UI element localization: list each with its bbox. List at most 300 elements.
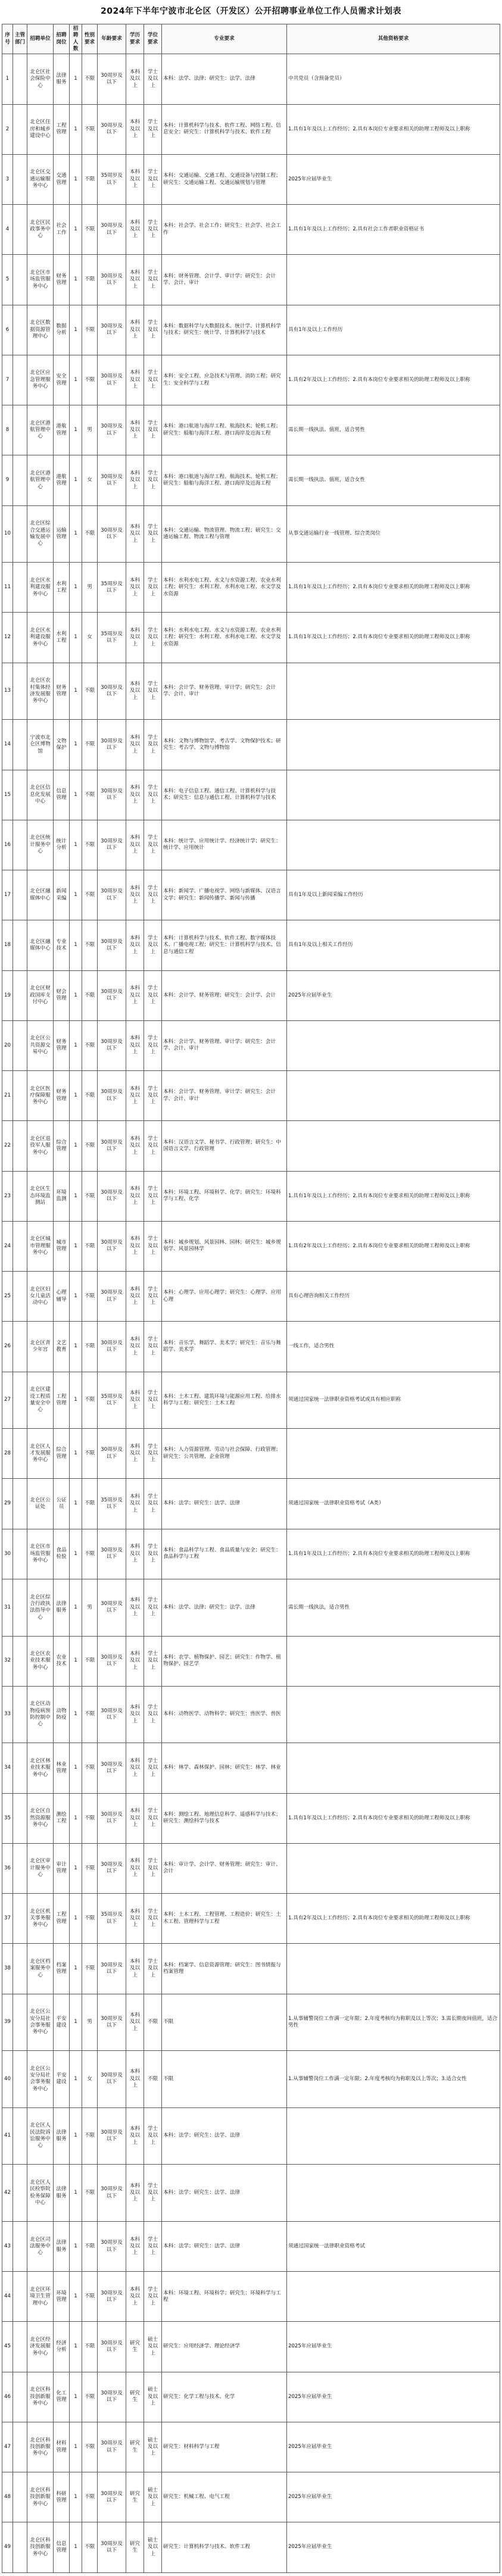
cell-age: 30周岁及以下 — [98, 2422, 126, 2472]
cell-post: 安全管理 — [54, 355, 70, 405]
table-header — [2, 24, 500, 54]
cell-sex: 不限 — [82, 2372, 98, 2422]
table-row — [2, 2051, 500, 2108]
cell-unit: 北仑区生态环境监测站 — [27, 1171, 54, 1221]
cell-age: 30周岁及以下 — [98, 1071, 126, 1121]
column-header: 主管部门 — [13, 24, 27, 54]
cell-sex: 不限 — [82, 2221, 98, 2271]
cell-age: 35周岁及以下 — [98, 154, 126, 204]
cell-edu: 本科及以上 — [126, 405, 144, 455]
cell-post: 信息管理 — [54, 2522, 70, 2572]
cell-post: 财务管理 — [54, 1020, 70, 1070]
cell-major: 研究生：应用经济学、理论经济学 — [162, 2322, 287, 2372]
cell-edu: 本科及以上 — [126, 255, 144, 305]
cell-no: 41 — [2, 2107, 13, 2165]
cell-num: 1 — [70, 970, 82, 1020]
cell-sex: 不限 — [82, 1843, 98, 1893]
cell-other: 1.具有1年及以上工作经历；2.具有本岗位专业要求相关的助理工程师及以上职称 — [287, 1793, 500, 1843]
cell-unit: 北仑区融媒体中心 — [27, 920, 54, 970]
cell-major: 本科：水利水电工程、水文与水资源工程、农业水利工程；研究生：水利工程、水利水电工程、水文学及水资源 — [162, 563, 287, 613]
cell-num: 1 — [70, 2372, 82, 2422]
cell-num: 1 — [70, 1372, 82, 1429]
cell-num: 1 — [70, 1429, 82, 1479]
cell-edu: 本科及以上 — [126, 2272, 144, 2322]
cell-edu: 本科及以上 — [126, 2165, 144, 2222]
cell-major: 本科：会计学、财务管理、审计学；研究生：会计学、会计、审计 — [162, 663, 287, 720]
cell-age: 30周岁及以下 — [98, 1020, 126, 1070]
cell-deg: 学士及以上 — [144, 720, 162, 770]
cell-deg: 学士及以上 — [144, 970, 162, 1020]
table-row — [2, 1529, 500, 1579]
cell-major: 本科：音乐学、舞蹈学、美术学；研究生：音乐与舞蹈学、美术学 — [162, 1322, 287, 1372]
cell-other — [287, 1636, 500, 1686]
table-row — [2, 1479, 500, 1529]
cell-other — [287, 820, 500, 870]
cell-num: 1 — [70, 920, 82, 970]
cell-edu: 本科及以上 — [126, 305, 144, 355]
cell-no: 46 — [2, 2372, 13, 2422]
cell-dept — [13, 255, 27, 305]
cell-num: 1 — [70, 2272, 82, 2322]
cell-other: 2025年应届毕业生 — [287, 2372, 500, 2422]
cell-sex: 不限 — [82, 2272, 98, 2322]
cell-other — [287, 2107, 500, 2165]
column-header: 学历要求 — [126, 24, 144, 54]
cell-other: 1.具有1年及以上工作经历；2.具有本岗位专业要求相关的助理工程师及以上职称 — [287, 563, 500, 613]
cell-post: 水利工程 — [54, 613, 70, 663]
cell-no: 26 — [2, 1322, 13, 1372]
cell-no: 3 — [2, 154, 13, 204]
cell-no: 14 — [2, 720, 13, 770]
cell-unit: 北仑区科技创新服务中心 — [27, 2372, 54, 2422]
cell-deg: 学士及以上 — [144, 2272, 162, 2322]
table-row — [2, 505, 500, 563]
cell-post: 平安建设 — [54, 1994, 70, 2051]
cell-age: 30周岁及以下 — [98, 1529, 126, 1579]
cell-other: 具有1年及以上工作经历 — [287, 305, 500, 355]
cell-sex: 不限 — [82, 1529, 98, 1579]
cell-edu: 本科及以上 — [126, 613, 144, 663]
cell-edu: 本科及以上 — [126, 1479, 144, 1529]
cell-edu: 本科及以上 — [126, 1071, 144, 1121]
cell-unit: 北仑区民政事务中心 — [27, 205, 54, 255]
cell-num: 1 — [70, 1579, 82, 1636]
cell-deg: 硕士及以上 — [144, 2522, 162, 2572]
cell-dept — [13, 870, 27, 920]
cell-major: 本科：汉语言文学、秘书学、行政管理；研究生：中国语言文学、行政管理 — [162, 1121, 287, 1171]
cell-post: 法律服务 — [54, 2221, 70, 2271]
cell-sex: 不限 — [82, 205, 98, 255]
cell-dept — [13, 2472, 27, 2522]
column-header: 招聘人数 — [70, 24, 82, 54]
cell-no: 33 — [2, 1686, 13, 1743]
cell-unit: 北仑区融媒体中心 — [27, 870, 54, 920]
cell-deg: 学士及以上 — [144, 2221, 162, 2271]
cell-post: 交通管理 — [54, 154, 70, 204]
cell-other: 1.具有2年及以上工作经历；2.具有本岗位专业要求相关的助理工程师及以上职称 — [287, 1221, 500, 1271]
cell-age: 35周岁及以下 — [98, 1479, 126, 1529]
cell-dept — [13, 1894, 27, 1944]
cell-other: 具有心理咨询相关工作经历 — [287, 1272, 500, 1322]
cell-other — [287, 1944, 500, 1994]
cell-dept — [13, 1221, 27, 1271]
cell-major: 本科：食品科学与工程、食品质量与安全；研究生：食品科学与工程 — [162, 1529, 287, 1579]
cell-dept — [13, 2372, 27, 2422]
cell-post: 财务管理 — [54, 1071, 70, 1121]
cell-age: 30周岁及以下 — [98, 2522, 126, 2572]
cell-unit: 北仑区青少年宫 — [27, 1322, 54, 1372]
cell-num: 1 — [70, 563, 82, 613]
cell-age: 35周岁及以下 — [98, 1372, 126, 1429]
cell-age: 30周岁及以下 — [98, 355, 126, 405]
cell-deg: 学士及以上 — [144, 154, 162, 204]
cell-no: 49 — [2, 2522, 13, 2572]
cell-num: 1 — [70, 1529, 82, 1579]
cell-age: 30周岁及以下 — [98, 820, 126, 870]
cell-unit: 北仑区市场监管服务中心 — [27, 1529, 54, 1579]
cell-num: 1 — [70, 2522, 82, 2572]
cell-other — [287, 1686, 500, 1743]
cell-major: 本科：农学、植物保护、园艺；研究生：作物学、植物保护、园艺学 — [162, 1636, 287, 1686]
cell-num: 1 — [70, 1944, 82, 1994]
cell-unit: 北仑区科技创新服务中心 — [27, 2422, 54, 2472]
cell-age: 30周岁及以下 — [98, 1743, 126, 1793]
column-header: 序号 — [2, 24, 13, 54]
cell-no: 11 — [2, 563, 13, 613]
cell-other — [287, 1071, 500, 1121]
table-row — [2, 1322, 500, 1372]
cell-num: 1 — [70, 1121, 82, 1171]
cell-post: 环境监测 — [54, 1171, 70, 1221]
cell-post: 运输管理 — [54, 505, 70, 563]
cell-no: 22 — [2, 1121, 13, 1171]
table-row — [2, 1579, 500, 1636]
cell-deg: 学士及以上 — [144, 1322, 162, 1372]
cell-post: 港航管理 — [54, 405, 70, 455]
cell-sex: 女 — [82, 613, 98, 663]
table-row — [2, 2322, 500, 2372]
cell-other: 2025年应届毕业生 — [287, 2422, 500, 2472]
cell-unit: 北仑区建设工程质量安全中心 — [27, 1372, 54, 1429]
cell-num: 1 — [70, 1843, 82, 1893]
cell-edu: 本科及以上 — [126, 1743, 144, 1793]
cell-deg: 学士及以上 — [144, 405, 162, 455]
cell-edu: 本科及以上 — [126, 1944, 144, 1994]
cell-unit: 北仑区档案服务中心 — [27, 1944, 54, 1994]
cell-unit: 北仑区公安分局社会事务服务中心 — [27, 2051, 54, 2108]
cell-age: 30周岁及以下 — [98, 2221, 126, 2271]
cell-post: 测绘工程 — [54, 1793, 70, 1843]
cell-other: 2025年应届毕业生 — [287, 2322, 500, 2372]
cell-age: 35周岁及以下 — [98, 563, 126, 613]
cell-edu: 研究生 — [126, 2522, 144, 2572]
table-row — [2, 2165, 500, 2222]
cell-deg: 学士及以上 — [144, 1894, 162, 1944]
cell-edu: 本科及以上 — [126, 2107, 144, 2165]
cell-other: 具有1年及以上新闻采编工作经历 — [287, 870, 500, 920]
cell-deg: 学士及以上 — [144, 1372, 162, 1429]
cell-dept — [13, 1171, 27, 1221]
cell-post: 经济分析 — [54, 2322, 70, 2372]
cell-deg: 学士及以上 — [144, 1121, 162, 1171]
cell-age: 30周岁及以下 — [98, 1636, 126, 1686]
cell-dept — [13, 104, 27, 154]
table-row — [2, 770, 500, 820]
cell-dept — [13, 1322, 27, 1372]
cell-num: 1 — [70, 2107, 82, 2165]
cell-age: 30周岁及以下 — [98, 770, 126, 820]
cell-edu: 研究生 — [126, 2322, 144, 2372]
cell-edu: 本科及以上 — [126, 355, 144, 405]
cell-dept — [13, 1479, 27, 1529]
cell-deg: 学士及以上 — [144, 770, 162, 820]
cell-sex: 女 — [82, 455, 98, 505]
cell-major: 本科：法学；研究生：法学、法律 — [162, 2107, 287, 2165]
cell-other: 需长期一线执法，适合男性 — [287, 1579, 500, 1636]
cell-no: 7 — [2, 355, 13, 405]
cell-no: 8 — [2, 405, 13, 455]
cell-deg: 不限 — [144, 2051, 162, 2108]
cell-deg: 硕士及以上 — [144, 2422, 162, 2472]
cell-unit: 北仑区科技创新服务中心 — [27, 2522, 54, 2572]
cell-num: 1 — [70, 1894, 82, 1944]
cell-deg: 学士及以上 — [144, 1479, 162, 1529]
cell-edu: 本科及以上 — [126, 1429, 144, 1479]
cell-post: 文物保护 — [54, 720, 70, 770]
cell-dept — [13, 770, 27, 820]
cell-edu: 本科及以上 — [126, 54, 144, 104]
table-row — [2, 255, 500, 305]
cell-sex: 不限 — [82, 1171, 98, 1221]
cell-num: 1 — [70, 2422, 82, 2472]
cell-dept — [13, 1372, 27, 1429]
cell-dept — [13, 563, 27, 613]
cell-age: 30周岁及以下 — [98, 1221, 126, 1271]
cell-unit: 北仑区财政国库支付中心 — [27, 970, 54, 1020]
cell-other: 1.具有2年及以上工作经历；2.具有本岗位专业要求相关的助理工程师及以上职称 — [287, 1894, 500, 1944]
cell-other — [287, 2165, 500, 2222]
table-row — [2, 305, 500, 355]
recruitment-table — [2, 24, 500, 2573]
cell-sex: 不限 — [82, 1944, 98, 1994]
cell-num: 1 — [70, 2051, 82, 2108]
cell-num: 1 — [70, 1743, 82, 1793]
cell-deg: 学士及以上 — [144, 870, 162, 920]
cell-age: 30周岁及以下 — [98, 1994, 126, 2051]
table-row — [2, 1793, 500, 1843]
table-row — [2, 1429, 500, 1479]
cell-dept — [13, 2165, 27, 2222]
cell-post: 法律服务 — [54, 2165, 70, 2222]
cell-dept — [13, 355, 27, 405]
cell-post: 林业管理 — [54, 1743, 70, 1793]
cell-other: 2025年应届毕业生 — [287, 2522, 500, 2572]
cell-num: 1 — [70, 455, 82, 505]
cell-edu: 本科及以上 — [126, 104, 144, 154]
cell-deg: 学士及以上 — [144, 563, 162, 613]
cell-dept — [13, 1686, 27, 1743]
table-row — [2, 920, 500, 970]
cell-unit: 北仑区港航管理中心 — [27, 455, 54, 505]
cell-dept — [13, 1071, 27, 1121]
cell-other — [287, 1843, 500, 1893]
cell-edu: 本科及以上 — [126, 563, 144, 613]
cell-num: 1 — [70, 154, 82, 204]
cell-num: 1 — [70, 1686, 82, 1743]
cell-sex: 不限 — [82, 1020, 98, 1070]
cell-no: 4 — [2, 205, 13, 255]
table-row — [2, 405, 500, 455]
cell-num: 1 — [70, 2472, 82, 2522]
cell-edu: 本科及以上 — [126, 1894, 144, 1944]
cell-edu: 本科及以上 — [126, 1171, 144, 1221]
cell-dept — [13, 1529, 27, 1579]
cell-unit: 北仑区市场监管服务中心 — [27, 255, 54, 305]
cell-unit: 宁波市北仑区博物馆 — [27, 720, 54, 770]
cell-no: 20 — [2, 1020, 13, 1070]
cell-age: 30周岁及以下 — [98, 104, 126, 154]
cell-dept — [13, 2272, 27, 2322]
cell-no: 13 — [2, 663, 13, 720]
cell-deg: 学士及以上 — [144, 2107, 162, 2165]
cell-no: 27 — [2, 1372, 13, 1429]
cell-sex: 不限 — [82, 920, 98, 970]
cell-age: 30周岁及以下 — [98, 1429, 126, 1479]
cell-deg: 学士及以上 — [144, 1020, 162, 1070]
cell-post: 专业技术 — [54, 920, 70, 970]
cell-num: 1 — [70, 205, 82, 255]
cell-post: 食品检验 — [54, 1529, 70, 1579]
cell-edu: 本科及以上 — [126, 1686, 144, 1743]
cell-sex: 不限 — [82, 355, 98, 405]
table-row — [2, 1686, 500, 1743]
cell-deg: 学士及以上 — [144, 1636, 162, 1686]
cell-major: 本科：审计学、会计学、财务管理；研究生：审计、会计 — [162, 1843, 287, 1893]
cell-unit: 北仑区综合行政执法指导中心 — [27, 1579, 54, 1636]
cell-age: 30周岁及以下 — [98, 1686, 126, 1743]
cell-major: 研究生：机械工程、电气工程 — [162, 2472, 287, 2522]
cell-unit: 北仑区科技创新服务中心 — [27, 2472, 54, 2522]
cell-unit: 北仑区林业技术服务中心 — [27, 1743, 54, 1793]
cell-sex: 不限 — [82, 2165, 98, 2222]
cell-edu: 本科及以上 — [126, 455, 144, 505]
cell-sex: 不限 — [82, 1372, 98, 1429]
cell-no: 21 — [2, 1071, 13, 1121]
cell-other: 中共党员（含预备党员） — [287, 54, 500, 104]
cell-dept — [13, 154, 27, 204]
cell-major: 本科：动物医学、动物科学；研究生：兽医学、兽医 — [162, 1686, 287, 1743]
cell-num: 1 — [70, 1071, 82, 1121]
cell-post: 水利工程 — [54, 563, 70, 613]
cell-age: 30周岁及以下 — [98, 1579, 126, 1636]
cell-edu: 本科及以上 — [126, 1221, 144, 1271]
cell-age: 30周岁及以下 — [98, 1121, 126, 1171]
cell-num: 1 — [70, 663, 82, 720]
cell-no: 19 — [2, 970, 13, 1020]
cell-no: 16 — [2, 820, 13, 870]
cell-deg: 学士及以上 — [144, 1686, 162, 1743]
table-body — [2, 54, 500, 2572]
cell-sex: 不限 — [82, 104, 98, 154]
cell-deg: 学士及以上 — [144, 1221, 162, 1271]
cell-other: 2025年应届毕业生 — [287, 154, 500, 204]
cell-major: 不限 — [162, 1994, 287, 2051]
cell-deg: 学士及以上 — [144, 104, 162, 154]
cell-edu: 本科及以上 — [126, 720, 144, 770]
cell-dept — [13, 970, 27, 1020]
cell-major: 本科：土木工程、工程管理、工程造价；研究生：土木工程、管理科学与工程 — [162, 1894, 287, 1944]
cell-no: 48 — [2, 2472, 13, 2522]
cell-deg: 学士及以上 — [144, 455, 162, 505]
cell-other: 从事交通运输行业一线管理、综合类岗位 — [287, 505, 500, 563]
cell-sex: 不限 — [82, 770, 98, 820]
cell-deg: 不限 — [144, 1994, 162, 2051]
cell-post: 档案管理 — [54, 1944, 70, 1994]
cell-no: 34 — [2, 1743, 13, 1793]
cell-post: 法律服务 — [54, 2107, 70, 2165]
cell-other — [287, 770, 500, 820]
cell-age: 30周岁及以下 — [98, 1843, 126, 1893]
cell-other — [287, 663, 500, 720]
cell-age: 30周岁及以下 — [98, 2472, 126, 2522]
cell-no: 42 — [2, 2165, 13, 2222]
cell-unit: 北仑区综合交通运输发展中心 — [27, 505, 54, 563]
cell-unit: 北仑区农村集体经济发展服务中心 — [27, 663, 54, 720]
cell-other: 需长期一线执法、值班，适合男性 — [287, 405, 500, 455]
cell-deg: 学士及以上 — [144, 1272, 162, 1322]
cell-deg: 学士及以上 — [144, 1743, 162, 1793]
table-row — [2, 2522, 500, 2572]
cell-no: 35 — [2, 1793, 13, 1843]
table-row — [2, 1636, 500, 1686]
cell-deg: 学士及以上 — [144, 54, 162, 104]
cell-no: 30 — [2, 1529, 13, 1579]
cell-deg: 学士及以上 — [144, 1944, 162, 1994]
cell-major: 本科：测绘工程、地理信息科学、遥感科学与技术；研究生：测绘科学与技术 — [162, 1793, 287, 1843]
cell-dept — [13, 1743, 27, 1793]
cell-num: 1 — [70, 1272, 82, 1322]
table-row — [2, 1743, 500, 1793]
cell-major: 本科：法学、法律；研究生：法学、法律 — [162, 1579, 287, 1636]
cell-major: 本科：林学、森林保护、园林；研究生：林学、林业 — [162, 1743, 287, 1793]
cell-other: 1.具有1年及以上工作经历；2.具有本岗位专业要求相关的助理工程师及以上职称 — [287, 104, 500, 154]
cell-unit: 北仑区人才发展服务中心 — [27, 1429, 54, 1479]
cell-num: 1 — [70, 870, 82, 920]
cell-num: 1 — [70, 1994, 82, 2051]
cell-other: 1.具有1年及以上工作经历；2.具有社会工作者职业资格证书 — [287, 205, 500, 255]
cell-no: 25 — [2, 1272, 13, 1322]
cell-no: 29 — [2, 1479, 13, 1529]
cell-dept — [13, 2107, 27, 2165]
cell-dept — [13, 1429, 27, 1479]
cell-age: 30周岁及以下 — [98, 2272, 126, 2322]
cell-other: 1.具有1年及以上工作经历；2.具有本岗位专业要求相关的助理工程师及以上职称 — [287, 613, 500, 663]
cell-other — [287, 1020, 500, 1070]
cell-num: 1 — [70, 820, 82, 870]
cell-sex: 不限 — [82, 1793, 98, 1843]
cell-edu: 本科及以上 — [126, 205, 144, 255]
cell-other — [287, 720, 500, 770]
cell-unit: 北仑区司法服务中心 — [27, 2221, 54, 2271]
cell-age: 30周岁及以下 — [98, 2322, 126, 2372]
cell-post: 工程管理 — [54, 1372, 70, 1429]
cell-sex: 不限 — [82, 505, 98, 563]
cell-sex: 不限 — [82, 2422, 98, 2472]
cell-post: 动物防疫 — [54, 1686, 70, 1743]
cell-deg: 硕士及以上 — [144, 2372, 162, 2422]
cell-other: 2025年应届毕业生 — [287, 970, 500, 1020]
column-header: 招聘单位 — [27, 24, 54, 54]
